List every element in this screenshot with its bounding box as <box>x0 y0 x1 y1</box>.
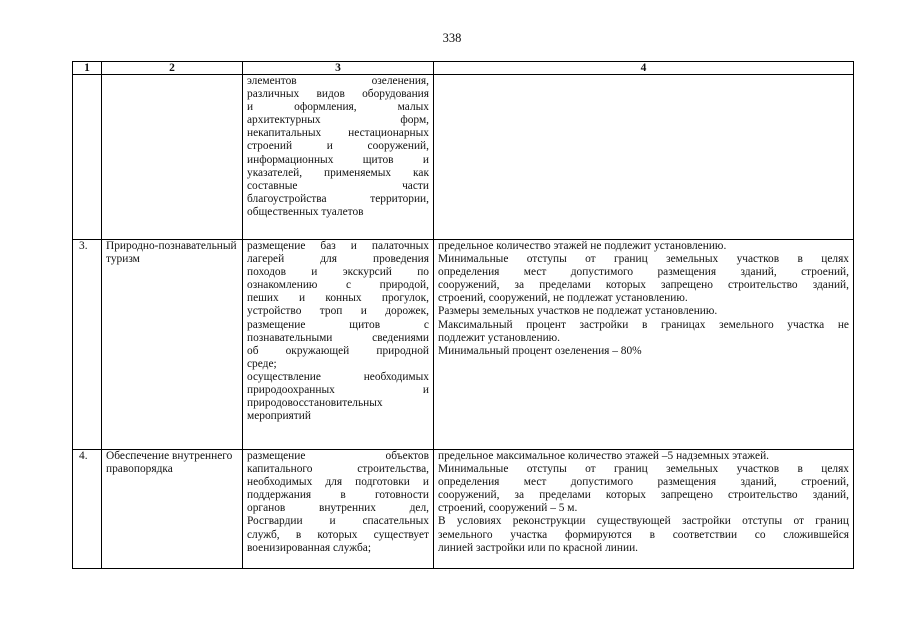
text-line: размещение щитов с <box>247 318 429 331</box>
text-line: составные части <box>247 179 429 192</box>
header-col-2: 2 <box>102 62 243 75</box>
text-line: устройство троп и дорожек, <box>247 305 429 318</box>
text-line: об окружающей природной <box>247 344 429 357</box>
text-line: некапитальных нестационарных <box>247 127 429 140</box>
page-number: 338 <box>442 31 462 45</box>
text-line: строений, сооружений – 5 м. <box>438 502 578 515</box>
text-line: общественных туалетов <box>247 205 364 218</box>
text-line: предельное максимальное количество этажей –5 надземных этажей. <box>438 450 770 462</box>
text-line: пеших и конных прогулок, <box>247 292 429 305</box>
header-col-1: 1 <box>73 62 102 75</box>
table-row <box>73 240 854 450</box>
text-line: определения мест допустимого размещения зданий, строений, <box>438 476 849 489</box>
use-name <box>102 75 243 240</box>
text-line: Размеры земельных участков не подлежат установлению. <box>438 305 718 318</box>
text-line: благоустройства территории, <box>247 192 429 205</box>
text-line: органов внутренних дел, <box>247 502 429 515</box>
text-line: лагерей для проведения <box>247 253 429 266</box>
text-line: познавательными сведениями <box>247 331 429 344</box>
text-line: информационных щитов и <box>247 153 429 166</box>
text-line: архитектурных форм, <box>247 114 429 127</box>
text-line: размещение баз и палаточных <box>247 240 429 252</box>
text-line: предельное количество этажей не подлежит установлению. <box>438 240 727 252</box>
parameters <box>434 75 854 240</box>
text-line: ознакомлению с природой, <box>247 279 429 292</box>
parameters <box>434 240 854 450</box>
header-row <box>73 62 854 75</box>
text-line: строений и сооружений, <box>247 140 429 153</box>
row-number: 4. <box>73 450 102 569</box>
table-row <box>73 450 854 569</box>
text-line: Максимальный процент застройки в границах земельного участка не <box>438 318 849 331</box>
text-line: мероприятий <box>247 410 311 423</box>
use-description <box>243 240 434 450</box>
table-row <box>73 75 854 240</box>
row-number: 3. <box>73 240 102 450</box>
text-line: элементов озеленения, <box>247 75 429 87</box>
parameters <box>434 450 854 569</box>
text-line: подлежит установлению. <box>438 331 561 344</box>
text-line: капитального строительства, <box>247 463 429 476</box>
text-line: необходимых для подготовки и <box>247 476 429 489</box>
text-line: указателей, применяемых как <box>247 166 429 179</box>
text-line: строений, сооружений, не подлежат установлению. <box>438 292 688 305</box>
text-line: определения мест допустимого размещения зданий, строений, <box>438 266 849 279</box>
text-line: Минимальные отступы от границ земельных участков в целях <box>438 463 849 476</box>
text-line: походов и экскурсий по <box>247 266 429 279</box>
header-col-3: 3 <box>243 62 434 75</box>
text-line: линией застройки или по красной линии. <box>438 541 639 554</box>
text-line: размещение объектов <box>247 450 429 462</box>
text-line: поддержания в готовности <box>247 489 429 502</box>
text-line: различных видов оборудования <box>247 88 429 101</box>
use-description <box>243 75 434 240</box>
text-line: сооружений, за пределами которых запрещено строительство зданий, <box>438 279 849 292</box>
use-description <box>243 450 434 569</box>
text-line: земельного участка формируются в соответствии со сложившейся <box>438 528 849 541</box>
use-name: Природно-познавательный туризм <box>102 240 243 450</box>
text-line: В условиях реконструкции существующей застройки отступы от границ <box>438 515 849 528</box>
text-line: природовосстановительных <box>247 397 383 410</box>
text-line: природоохранных и <box>247 384 429 397</box>
text-line: служб, в которых существует <box>247 528 429 541</box>
use-name: Обеспечение внутреннего правопорядка <box>102 450 243 569</box>
row-number <box>73 75 102 240</box>
text-line: военизированная служба; <box>247 541 372 554</box>
zoning-table <box>72 61 854 569</box>
text-line: Минимальные отступы от границ земельных участков в целях <box>438 253 849 266</box>
text-line: осуществление необходимых <box>247 370 429 383</box>
text-line: среде; <box>247 357 277 370</box>
text-line: Росгвардии и спасательных <box>247 515 429 528</box>
text-line: сооружений, за пределами которых запрещено строительство зданий, <box>438 489 849 502</box>
text-line: Минимальный процент озеленения – 80% <box>438 344 642 357</box>
header-col-4: 4 <box>434 62 854 75</box>
text-line: и оформления, малых <box>247 101 429 114</box>
